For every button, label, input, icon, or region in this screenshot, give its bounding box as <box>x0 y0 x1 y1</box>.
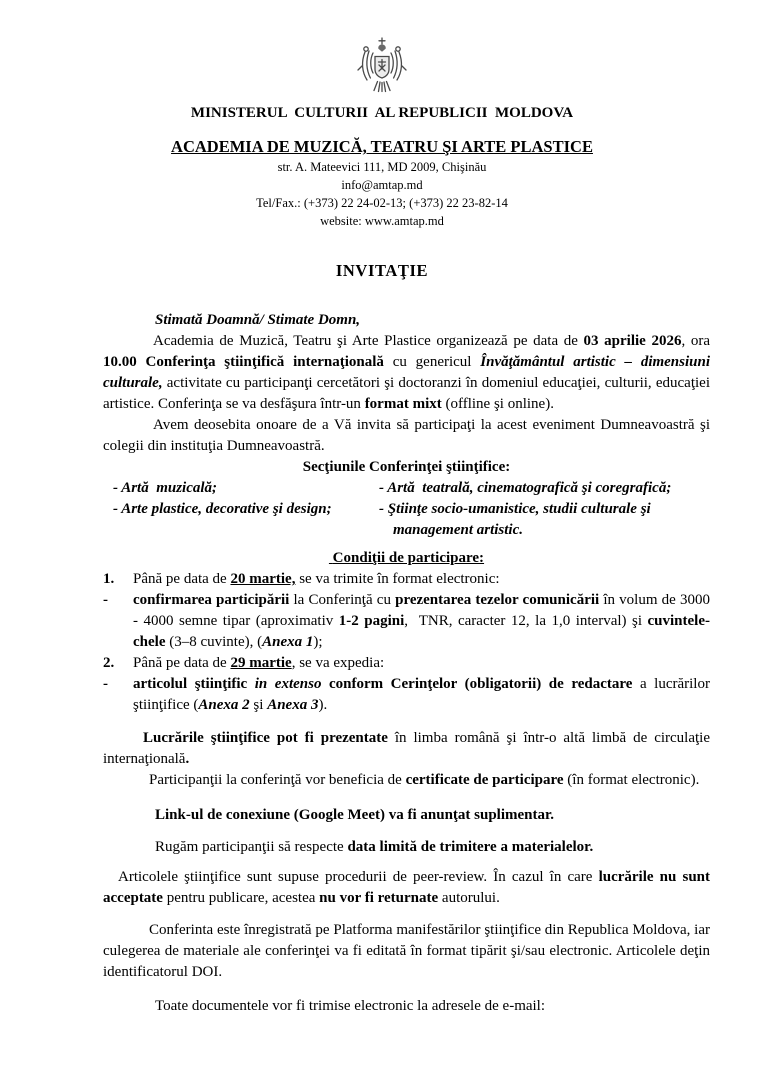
list-item-text <box>133 653 710 674</box>
conditions-heading-text: Condiţii de participare: <box>328 550 485 566</box>
paragraph-languages <box>103 728 714 770</box>
text-run: a lucrărilor ştiinţifice ( <box>133 676 714 713</box>
text-run: se va trimite în format electronic: <box>295 571 500 587</box>
address-email-line: info@amtap.md <box>341 178 423 192</box>
text-run: format mixt <box>364 396 442 412</box>
invitation-title: INVITAŢIE <box>335 261 429 280</box>
address-website-line: website: www.amtap.md <box>320 214 444 228</box>
sections-columns <box>113 478 710 541</box>
text-run: la Conferinţă cu <box>289 592 396 608</box>
address-street-line: str. A. Mateevici 111, MD 2009, Chişinău <box>277 160 487 174</box>
text-run: prezentarea tezelor comunicării <box>395 592 600 608</box>
text-run: . <box>185 751 190 767</box>
text-run: 1-2 pagini <box>338 613 405 629</box>
text-run: Conferinta este înregistrată pe Platforma manifestărilor ştiinţifice din Republica Moldova, iar culegerea de materiale ale conferinţei va fi editată în format tipărit şi/sau electronic. Articolele deţin identificatorul DOI. <box>103 922 714 980</box>
text-run: în limba română şi într-o altă limbă de circulaţie internaţională <box>103 730 714 767</box>
text-run: Până pe data de <box>133 571 231 587</box>
list-item-text <box>133 590 714 653</box>
text-run: cuvintele-chele <box>133 613 710 650</box>
list-item-deadline-2 <box>103 653 710 674</box>
text-run: (în format electronic). <box>563 772 700 788</box>
list-item-confirmation <box>103 590 714 653</box>
text-run: Învăţământul artistic – dimensiuni culturale, <box>103 354 714 391</box>
text-run: conform Cerinţelor (obligatorii) de redactare <box>321 676 633 692</box>
list-item-article <box>103 674 714 716</box>
text-run: lucrările nu sunt acceptate <box>103 869 714 906</box>
sections-heading: Secţiunile Conferinţei ştiinţifice: <box>302 459 511 475</box>
text-run: (offline şi online). <box>441 396 554 412</box>
paragraph-certificates <box>103 770 710 791</box>
moldova-coat-of-arms-icon <box>354 36 410 94</box>
text-run: in extenso <box>254 676 322 692</box>
text-run: 03 aprilie 2026 <box>583 333 682 349</box>
sections-column-left <box>113 478 379 541</box>
text-run: ); <box>313 634 323 650</box>
conditions-heading <box>103 548 710 569</box>
text-run: Rugăm participanţii să respecte <box>155 839 348 855</box>
text-run: certificate de participare <box>405 772 564 788</box>
academy-name-line: ACADEMIA DE MUZICĂ, TEATRU ŞI ARTE PLASTICE <box>171 137 593 156</box>
list-marker: 1. <box>103 571 115 587</box>
address-phone-line: Tel/Fax.: (+373) 22 24-02-13; (+373) 22 23-82-14 <box>256 196 508 210</box>
text-run: ). <box>318 697 328 713</box>
list-marker: - <box>103 676 108 692</box>
section-line: - Artă muzicală; <box>113 480 218 496</box>
text-run: activitate cu participanţi cercetători şi doctoranzi în domeniul educaţiei, culturii, educaţiei artistice. Conferinţa se va desfăşura într-un <box>103 375 714 412</box>
text-run: articolul ştiinţific <box>133 676 255 692</box>
text-run: nu vor fi returnate <box>319 890 439 906</box>
section-line: - Artă teatrală, cinematografică şi coregrafică; <box>379 480 672 496</box>
paragraph-email-notice <box>103 996 710 1017</box>
section-line: - Arte plastice, decorative şi design; <box>113 501 332 517</box>
text-run: data limită de trimitere a materialelor. <box>347 839 594 855</box>
text-run: Toate documentele vor fi trimise electronic la adresele de e-mail: <box>155 998 546 1014</box>
text-run: 29 martie <box>230 655 292 671</box>
text-run: Lucrările ştiinţifice pot fi prezentate <box>143 730 388 746</box>
text-run: pentru publicare, acestea <box>162 890 320 906</box>
salutation-line: Stimată Doamnă/ Stimate Domn, <box>155 312 361 328</box>
paragraph-peer-review <box>103 867 714 909</box>
text-run: Anexa 1 <box>262 634 314 650</box>
paragraph-invitation <box>103 415 714 457</box>
text-run: , ora <box>681 333 714 349</box>
text-run: 10.00 Conferinţa ştiinţifică internaţională <box>103 354 384 370</box>
text-run: cu genericul <box>383 354 481 370</box>
list-marker: - <box>103 592 108 608</box>
list-item-text <box>133 569 710 590</box>
paragraph-registration-doi <box>103 920 714 983</box>
text-run: Anexa 3 <box>267 697 319 713</box>
list-marker: 2. <box>103 655 115 671</box>
ministry-line: MINISTERUL CULTURII AL REPUBLICII MOLDOVA <box>190 105 574 121</box>
text-run: Avem deosebita onoare de a Vă invita să participaţi la acest eveniment Dumneavoastră şi colegii din instituţia Dumneavoastră. <box>103 417 714 454</box>
text-run: , TNR, caracter 12, la 1,0 interval) şi <box>404 613 648 629</box>
paragraph-google-meet-link <box>103 805 710 826</box>
paragraph-conference-announcement <box>103 331 714 415</box>
text-run: Până pe data de <box>133 655 231 671</box>
text-run: în volum de 3000 - 4000 semne tipar (aproximativ <box>133 592 714 629</box>
text-run: şi <box>249 697 268 713</box>
text-run: Academia de Muzică, Teatru şi Arte Plastice organizează pe data de <box>153 333 584 349</box>
paragraph-deadline-reminder <box>103 837 710 858</box>
text-run: Participanţii la conferinţă vor beneficia de <box>149 772 406 788</box>
text-run: 20 martie, <box>230 571 296 587</box>
text-run: Articolele ştiinţifice sunt supuse procedurii de peer-review. În cazul în care <box>118 869 599 885</box>
document-header <box>0 36 764 229</box>
list-item-deadline-1 <box>103 569 710 590</box>
text-run: Link-ul de conexiune (Google Meet) va fi anunţat suplimentar. <box>155 807 555 823</box>
text-run: (3–8 cuvinte), ( <box>165 634 263 650</box>
text-run: Anexa 2 <box>198 697 250 713</box>
document-body <box>0 310 764 1017</box>
list-item-text <box>133 674 714 716</box>
text-run: , se va expedia: <box>291 655 385 671</box>
sections-column-right <box>379 478 710 541</box>
section-line: - Ştiinţe socio-umanistice, studii culturale şi <box>379 501 651 517</box>
text-run: autorului. <box>438 890 500 906</box>
text-run: confirmarea participării <box>133 592 290 608</box>
section-line: management artistic. <box>393 522 524 538</box>
